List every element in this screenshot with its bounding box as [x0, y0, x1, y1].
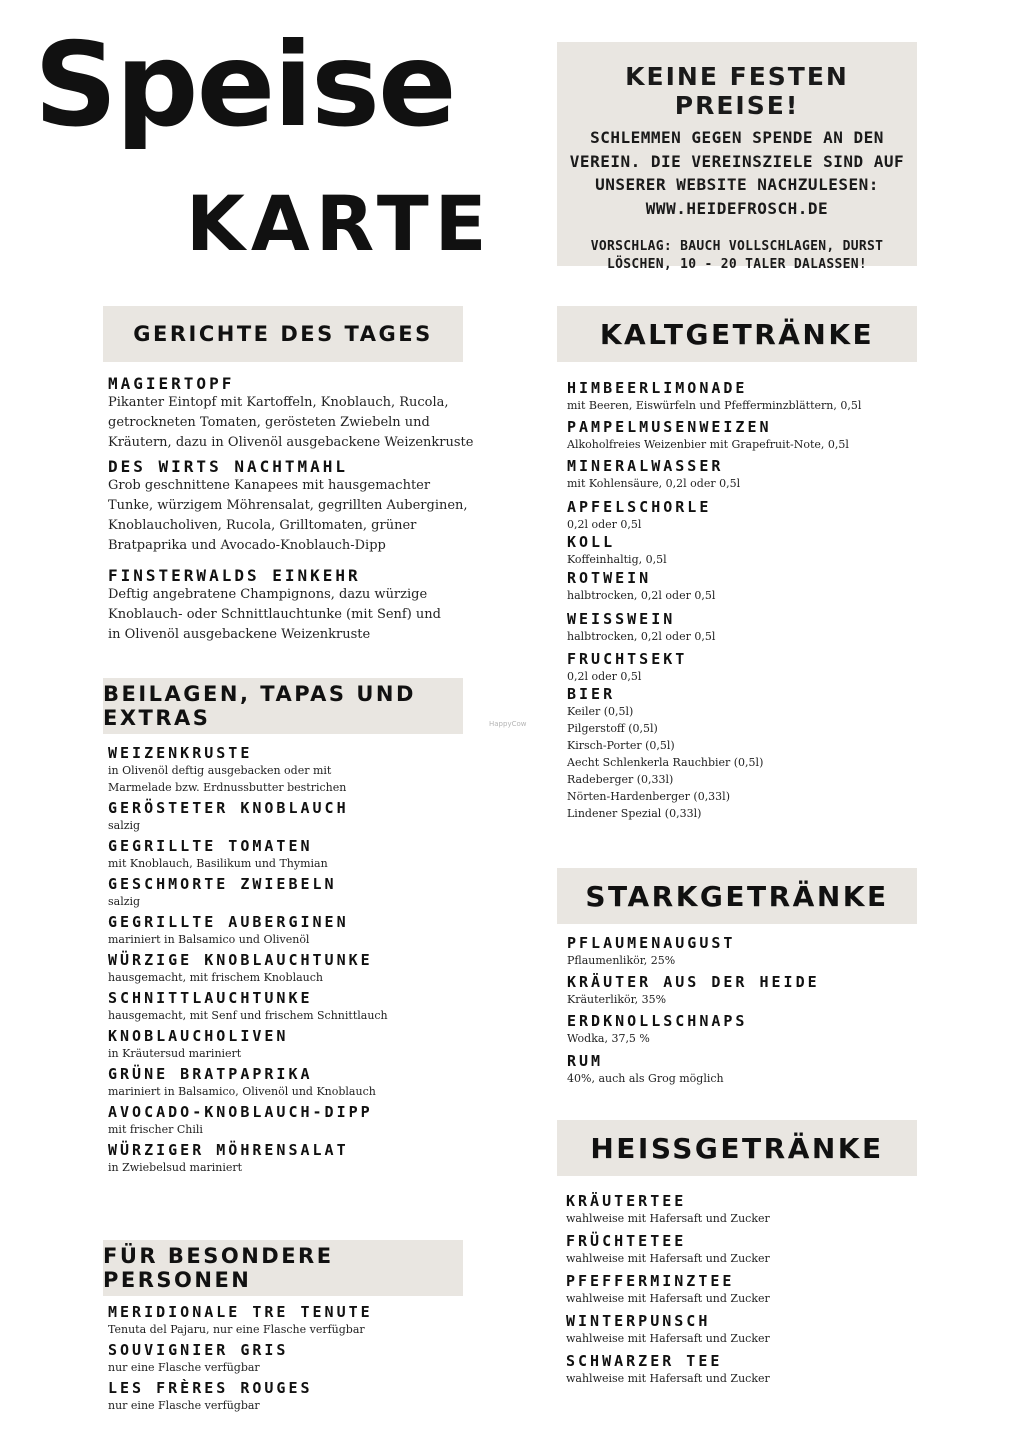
- menu-item-name: MINERALWASSER: [567, 457, 724, 475]
- menu-item-description: nur eine Flasche verfügbar: [108, 1361, 260, 1374]
- menu-item-description: halbtrocken, 0,2l oder 0,5l: [567, 630, 716, 643]
- menu-item-name: LES FRÈRES ROUGES: [108, 1379, 313, 1397]
- menu-item-description: Pflaumenlikör, 25%: [567, 954, 676, 967]
- menu-item-name: MAGIERTOPF: [108, 374, 235, 393]
- gerichte-list: [108, 374, 508, 653]
- menu-title-karte: KARTE: [186, 179, 493, 268]
- menu-item-description: salzig: [108, 895, 141, 908]
- menu-item: [108, 875, 508, 910]
- menu-item-name: FRÜCHTETEE: [566, 1232, 687, 1250]
- website-link[interactable]: WWW.HEIDEFROSCH.DE: [645, 198, 829, 218]
- menu-item-description: Nörten-Hardenberger (0,33l): [567, 790, 730, 803]
- menu-item-description: Kirsch-Porter (0,5l): [567, 739, 675, 752]
- menu-title-speise: Speise: [34, 18, 455, 153]
- menu-item-description: hausgemacht, mit Senf und frischem Schnittlauch: [108, 1009, 388, 1022]
- menu-item: [566, 1312, 906, 1347]
- pricing-line: UNSERER WEBSITE NACHZULESEN:: [595, 175, 879, 194]
- menu-item: [108, 1141, 508, 1176]
- menu-item: [108, 989, 508, 1024]
- menu-item-description: Knoblauch- oder Schnittlauchtunke (mit Senf) und: [108, 607, 441, 622]
- menu-item-name: KRÄUTER AUS DER HEIDE: [567, 973, 820, 991]
- kaltgetraenke-list: [567, 379, 907, 822]
- menu-item-name: GEGRILLTE AUBERGINEN: [108, 913, 349, 931]
- suggestion-line: LÖSCHEN, 10 - 20 TALER DALASSEN!: [606, 257, 868, 272]
- menu-item-description: Tenuta del Pajaru, nur eine Flasche verfügbar: [108, 1323, 365, 1336]
- section-header-beilagen: BEILAGEN, TAPAS UND EXTRAS: [103, 678, 463, 734]
- menu-item: [108, 457, 508, 556]
- menu-item: [567, 457, 907, 492]
- menu-item-name: APFELSCHORLE: [567, 498, 712, 516]
- menu-item-description: wahlweise mit Hafersaft und Zucker: [566, 1292, 770, 1305]
- menu-item-name: AVOCADO-KNOBLAUCH-DIPP: [108, 1103, 373, 1121]
- menu-item: [108, 1341, 508, 1376]
- menu-item-description: Kräuterlikör, 35%: [567, 993, 667, 1006]
- menu-item: [567, 533, 907, 568]
- menu-item-description: Grob geschnittene Kanapees mit hausgemachter: [108, 478, 431, 493]
- pricing-line: VEREIN. DIE VEREINSZIELE SIND AUF: [569, 151, 905, 171]
- menu-item: [567, 973, 907, 1008]
- menu-item: [108, 837, 508, 872]
- menu-item-description: getrockneten Tomaten, gerösteten Zwiebeln und: [108, 415, 430, 430]
- menu-item-name: SOUVIGNIER GRIS: [108, 1341, 289, 1359]
- menu-item-name: PFLAUMENAUGUST: [567, 934, 736, 952]
- menu-item-name: RUM: [567, 1052, 604, 1070]
- menu-item-description: Deftig angebratene Champignons, dazu würzige: [108, 587, 428, 602]
- menu-item-name: SCHWARZER TEE: [566, 1352, 723, 1370]
- menu-item: [567, 418, 907, 453]
- beilagen-list: [108, 744, 508, 1179]
- menu-item: [108, 374, 508, 453]
- menu-item: [108, 1303, 508, 1338]
- menu-item-description: wahlweise mit Hafersaft und Zucker: [566, 1212, 770, 1225]
- menu-item: [108, 913, 508, 948]
- happycow-watermark: HappyCow: [489, 720, 527, 728]
- menu-item-description: mit Knoblauch, Basilikum und Thymian: [108, 857, 328, 870]
- menu-item: [566, 1232, 906, 1267]
- menu-item: [108, 1103, 508, 1138]
- menu-item-description: Kräutern, dazu in Olivenöl ausgebackene Weizenkruste: [108, 435, 474, 450]
- menu-item-description: Pikanter Eintopf mit Kartoffeln, Knoblauch, Rucola,: [108, 395, 449, 410]
- menu-item: [108, 951, 508, 986]
- menu-item-description: mit frischer Chili: [108, 1123, 203, 1136]
- menu-item-description: Marmelade bzw. Erdnussbutter bestrichen: [108, 781, 347, 794]
- menu-item-description: hausgemacht, mit frischem Knoblauch: [108, 971, 323, 984]
- section-header-gerichte: GERICHTE DES TAGES: [103, 306, 463, 362]
- menu-item: [108, 566, 508, 645]
- menu-item-name: KOLL: [567, 533, 616, 551]
- menu-item-name: WINTERPUNSCH: [566, 1312, 711, 1330]
- menu-item: [566, 1352, 906, 1387]
- menu-item-description: Koffeinhaltig, 0,5l: [567, 553, 667, 566]
- starkgetraenke-list: [567, 934, 907, 1091]
- menu-item-description: in Olivenöl deftig ausgebacken oder mit: [108, 764, 332, 777]
- menu-item-description: wahlweise mit Hafersaft und Zucker: [566, 1332, 770, 1345]
- menu-item-name: GEGRILLTE TOMATEN: [108, 837, 313, 855]
- menu-item: [567, 610, 907, 645]
- menu-item-name: HIMBEERLIMONADE: [567, 379, 748, 397]
- menu-item-description: 0,2l oder 0,5l: [567, 518, 642, 531]
- menu-item-description: Alkoholfreies Weizenbier mit Grapefruit-Note, 0,5l: [567, 438, 849, 451]
- donation-suggestion: [569, 238, 905, 274]
- menu-item: [567, 650, 907, 685]
- menu-item: [108, 1065, 508, 1100]
- menu-item-name: WÜRZIGE KNOBLAUCHTUNKE: [108, 951, 373, 969]
- menu-item-description: salzig: [108, 819, 141, 832]
- menu-item-description: wahlweise mit Hafersaft und Zucker: [566, 1372, 770, 1385]
- menu-item-description: Pilgerstoff (0,5l): [567, 722, 658, 735]
- menu-item: [108, 1379, 508, 1414]
- menu-item-description: mit Kohlensäure, 0,2l oder 0,5l: [567, 477, 741, 490]
- menu-item: [567, 379, 907, 414]
- menu-item-name: SCHNITTLAUCHTUNKE: [108, 989, 313, 1007]
- menu-item-description: 40%, auch als Grog möglich: [567, 1072, 724, 1085]
- menu-item: [567, 1052, 907, 1087]
- menu-item-name: DES WIRTS NACHTMAHL: [108, 457, 349, 476]
- pricing-heading: KEINE FESTEN PREISE!: [625, 62, 849, 120]
- menu-item-name: FINSTERWALDS EINKEHR: [108, 566, 361, 585]
- menu-item-description: Knoblaucholiven, Rucola, Grilltomaten, grüner: [108, 518, 417, 533]
- pricing-text: [569, 126, 905, 220]
- menu-item: [567, 498, 907, 533]
- menu-item-name: ROTWEIN: [567, 569, 652, 587]
- section-header-besondere: FÜR BESONDERE PERSONEN: [103, 1240, 463, 1296]
- menu-item-name: FRUCHTSEKT: [567, 650, 688, 668]
- menu-item-description: mariniert in Balsamico, Olivenöl und Knoblauch: [108, 1085, 376, 1098]
- menu-item-name: WÜRZIGER MÖHRENSALAT: [108, 1141, 349, 1159]
- menu-item-description: halbtrocken, 0,2l oder 0,5l: [567, 589, 716, 602]
- menu-item-name: MERIDIONALE TRE TENUTE: [108, 1303, 373, 1321]
- menu-item-description: 0,2l oder 0,5l: [567, 670, 642, 683]
- menu-item-description: mariniert in Balsamico und Olivenöl: [108, 933, 310, 946]
- menu-item-description: in Zwiebelsud mariniert: [108, 1161, 243, 1174]
- menu-item-description: Bratpaprika und Avocado-Knoblauch-Dipp: [108, 538, 386, 553]
- menu-item-description: nur eine Flasche verfügbar: [108, 1399, 260, 1412]
- menu-item-name: ERDKNOLLSCHNAPS: [567, 1012, 748, 1030]
- heissgetraenke-list: [566, 1192, 906, 1392]
- pricing-line: SCHLEMMEN GEGEN SPENDE AN DEN: [590, 128, 884, 147]
- section-header-kalt: KALTGETRÄNKE: [557, 306, 917, 362]
- menu-item: [566, 1272, 906, 1307]
- menu-item: [108, 1027, 508, 1062]
- menu-item-description: mit Beeren, Eiswürfeln und Pfefferminzblättern, 0,5l: [567, 399, 862, 412]
- menu-item-description: Tunke, würzigem Möhrensalat, gegrillten Auberginen,: [108, 498, 468, 513]
- menu-item-name: WEIZENKRUSTE: [108, 744, 253, 762]
- menu-item: [567, 1012, 907, 1047]
- menu-item: [567, 569, 907, 604]
- menu-item-name: BIER: [567, 685, 616, 703]
- menu-item: [567, 934, 907, 969]
- menu-item-name: GESCHMORTE ZWIEBELN: [108, 875, 337, 893]
- menu-item-description: Aecht Schlenkerla Rauchbier (0,5l): [567, 756, 764, 769]
- menu-item-description: Wodka, 37,5 %: [567, 1032, 650, 1045]
- section-header-heiss: HEISSGETRÄNKE: [557, 1120, 917, 1176]
- menu-item-name: WEISSWEIN: [567, 610, 676, 628]
- menu-item-description: Radeberger (0,33l): [567, 773, 674, 786]
- menu-item-description: in Olivenöl ausgebackene Weizenkruste: [108, 627, 371, 642]
- menu-item: [108, 799, 508, 834]
- suggestion-line: VORSCHLAG: BAUCH VOLLSCHLAGEN, DURST: [590, 239, 884, 254]
- menu-item-description: wahlweise mit Hafersaft und Zucker: [566, 1252, 770, 1265]
- menu-item-name: KRÄUTERTEE: [566, 1192, 687, 1210]
- pricing-info-box: [557, 42, 917, 272]
- menu-item-name: PAMPELMUSENWEIZEN: [567, 418, 772, 436]
- besondere-list: [108, 1303, 508, 1417]
- menu-item-name: KNOBLAUCHOLIVEN: [108, 1027, 289, 1045]
- menu-item: [567, 685, 907, 822]
- menu-item-description: in Kräutersud mariniert: [108, 1047, 242, 1060]
- menu-item-description: Keiler (0,5l): [567, 705, 634, 718]
- section-header-stark: STARKGETRÄNKE: [557, 868, 917, 924]
- menu-item-name: GERÖSTETER KNOBLAUCH: [108, 799, 349, 817]
- menu-item: [566, 1192, 906, 1227]
- menu-item-description: Lindener Spezial (0,33l): [567, 807, 702, 820]
- menu-item-name: PFEFFERMINZTEE: [566, 1272, 735, 1290]
- menu-item-name: GRÜNE BRATPAPRIKA: [108, 1065, 313, 1083]
- menu-item: [108, 744, 508, 796]
